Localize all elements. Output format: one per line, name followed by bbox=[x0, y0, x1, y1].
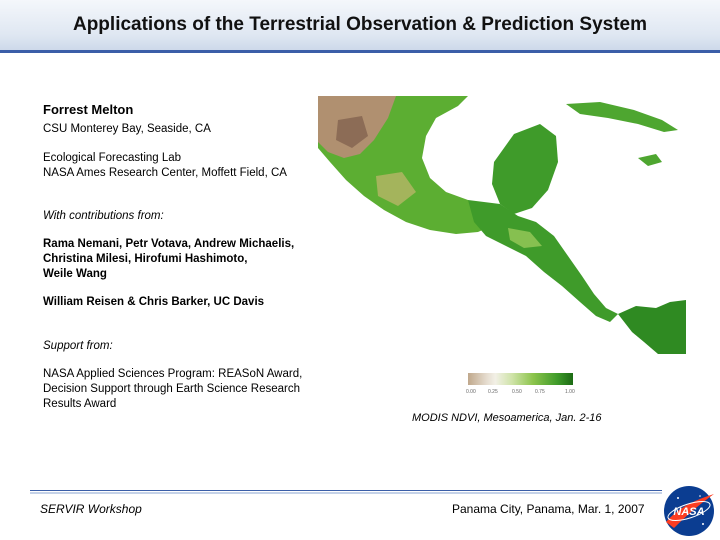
slide-title: Applications of the Terrestrial Observation & Prediction System bbox=[72, 14, 647, 35]
ndvi-map bbox=[318, 96, 686, 354]
contributors-line-3: Weile Wang bbox=[43, 268, 107, 280]
legend-tick: 0.75 bbox=[535, 389, 545, 395]
nasa-logo-text: NASA bbox=[673, 506, 705, 518]
affiliation-1: CSU Monterey Bay, Seaside, CA bbox=[43, 123, 211, 135]
support-line-1: NASA Applied Sciences Program: REASoN Award, bbox=[43, 368, 303, 380]
contributors-line-2: Christina Milesi, Hirofumi Hashimoto, bbox=[43, 253, 248, 265]
support-label: Support from: bbox=[43, 340, 113, 352]
legend-tick: 0.50 bbox=[512, 389, 522, 395]
contributors-line-1: Rama Nemani, Petr Votava, Andrew Michaelis, bbox=[43, 238, 295, 250]
footer-accent bbox=[30, 492, 662, 494]
contributors-line-4: William Reisen & Chris Barker, UC Davis bbox=[43, 296, 265, 308]
map-caption: MODIS NDVI, Mesoamerica, Jan. 2-16 bbox=[412, 412, 602, 424]
footer-right: Panama City, Panama, Mar. 1, 2007 bbox=[452, 502, 645, 516]
footer-left: SERVIR Workshop bbox=[40, 502, 142, 516]
header-divider bbox=[0, 50, 720, 53]
contributions-label: With contributions from: bbox=[43, 210, 164, 222]
legend-tick: 0.25 bbox=[488, 389, 498, 395]
affiliation-2-line-2: NASA Ames Research Center, Moffett Field, CA bbox=[43, 167, 287, 179]
legend-tick: 0.00 bbox=[466, 389, 476, 395]
affiliation-2-line-1: Ecological Forecasting Lab bbox=[43, 152, 182, 164]
ndvi-legend-bar bbox=[468, 373, 573, 385]
support-line-2: Decision Support through Earth Science Research bbox=[43, 383, 300, 395]
footer-divider bbox=[30, 490, 662, 491]
nasa-logo bbox=[660, 484, 718, 538]
support-line-3: Results Award bbox=[43, 398, 117, 410]
author-name: Forrest Melton bbox=[43, 102, 134, 117]
legend-tick: 1.00 bbox=[565, 389, 575, 395]
